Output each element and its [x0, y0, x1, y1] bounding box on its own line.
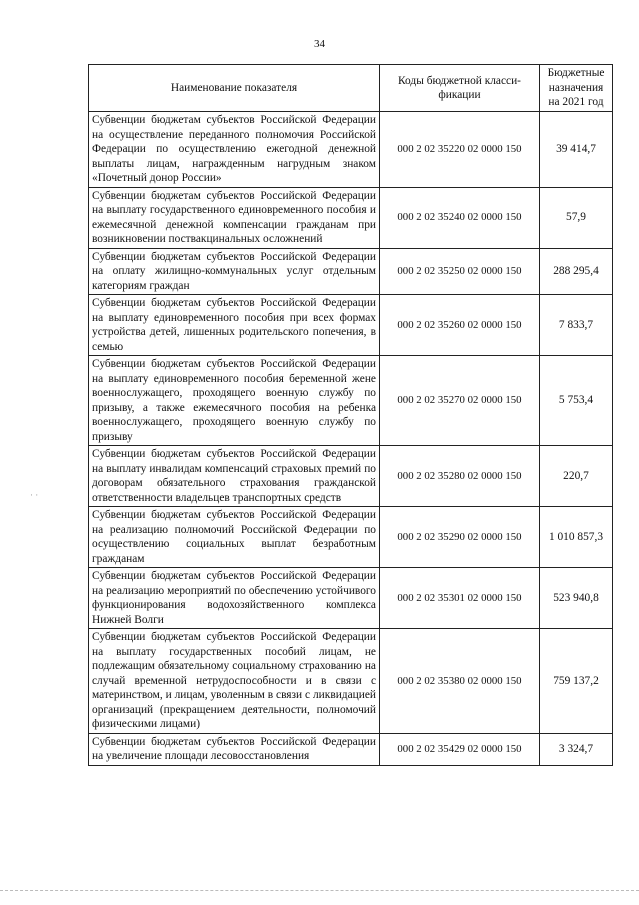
cell-amount: 57,9	[540, 187, 613, 248]
cell-name: Субвенции бюджетам субъектов Российской Федерации на осуществление переданного полномочия Российской Федерации по осуществлению ежегодной денежной выплаты лицам, награжденным нагрудным знаком «Почетный донор России»	[89, 112, 380, 188]
margin-mark: · ·	[30, 490, 39, 500]
cell-name: Субвенции бюджетам субъектов Российской Федерации на выплату единовременного пособия беременной жене военнослужащего, проходящего военную службу по призыву, а также ежемесячного пособия на ребенка военнослужащего, проходящего военную службу по призыву	[89, 356, 380, 446]
cell-code: 000 2 02 35250 02 0000 150	[380, 248, 540, 295]
cell-name: Субвенции бюджетам субъектов Российской Федерации на реализацию полномочий Российской Федерации по осуществлению социальных выплат безработным гражданам	[89, 507, 380, 568]
page-number: 34	[314, 38, 325, 50]
cell-code: 000 2 02 35380 02 0000 150	[380, 629, 540, 734]
cell-code: 000 2 02 35260 02 0000 150	[380, 295, 540, 356]
cell-amount: 759 137,2	[540, 629, 613, 734]
budget-table	[88, 64, 613, 766]
table-row	[89, 356, 613, 446]
table-header-row	[89, 65, 613, 112]
cell-name: Субвенции бюджетам субъектов Российской Федерации на оплату жилищно-коммунальных услуг отдельным категориям граждан	[89, 248, 380, 295]
header-amount: Бюджетные назначения на 2021 год	[540, 65, 613, 112]
cell-name: Субвенции бюджетам субъектов Российской Федерации на реализацию мероприятий по обеспечению устойчивого функционирования водохозяйственного комплекса Нижней Волги	[89, 568, 380, 629]
cell-name: Субвенции бюджетам субъектов Российской Федерации на выплату инвалидам компенсаций страховых премий по договорам обязательного страхования гражданской ответственности владельцев транспортных средств	[89, 446, 380, 507]
cell-amount: 7 833,7	[540, 295, 613, 356]
cell-amount: 523 940,8	[540, 568, 613, 629]
cell-amount: 220,7	[540, 446, 613, 507]
table-row	[89, 248, 613, 295]
cell-code: 000 2 02 35429 02 0000 150	[380, 733, 540, 765]
cell-amount: 5 753,4	[540, 356, 613, 446]
table-row	[89, 733, 613, 765]
cell-code: 000 2 02 35290 02 0000 150	[380, 507, 540, 568]
table-row	[89, 446, 613, 507]
page-bottom-line	[0, 890, 639, 891]
cell-name: Субвенции бюджетам субъектов Российской Федерации на выплату государственного единовременного пособия и ежемесячной денежной компенсации гражданам при возникновении поствакцинальных осложнений	[89, 187, 380, 248]
table-row	[89, 507, 613, 568]
table-body	[89, 112, 613, 766]
cell-amount: 288 295,4	[540, 248, 613, 295]
table-row	[89, 112, 613, 188]
cell-code: 000 2 02 35270 02 0000 150	[380, 356, 540, 446]
table-row	[89, 568, 613, 629]
table-row	[89, 295, 613, 356]
cell-code: 000 2 02 35301 02 0000 150	[380, 568, 540, 629]
header-code: Коды бюджетной класси-фикации	[380, 65, 540, 112]
cell-amount: 39 414,7	[540, 112, 613, 188]
cell-name: Субвенции бюджетам субъектов Российской Федерации на увеличение площади лесовосстановления	[89, 733, 380, 765]
cell-code: 000 2 02 35220 02 0000 150	[380, 112, 540, 188]
table-row	[89, 629, 613, 734]
table-row	[89, 187, 613, 248]
cell-amount: 3 324,7	[540, 733, 613, 765]
cell-amount: 1 010 857,3	[540, 507, 613, 568]
cell-code: 000 2 02 35240 02 0000 150	[380, 187, 540, 248]
cell-code: 000 2 02 35280 02 0000 150	[380, 446, 540, 507]
cell-name: Субвенции бюджетам субъектов Российской Федерации на выплату государственных пособий лицам, не подлежащим обязательному социальному страхованию на случай временной нетрудоспособности и в связи с материнством, и лицам, уволенным в связи с ликвидацией организаций (прекращением деятельности, полномочий физическими лицами)	[89, 629, 380, 734]
header-name: Наименование показателя	[89, 65, 380, 112]
cell-name: Субвенции бюджетам субъектов Российской Федерации на выплату единовременного пособия при всех формах устройства детей, лишенных родительского попечения, в семью	[89, 295, 380, 356]
